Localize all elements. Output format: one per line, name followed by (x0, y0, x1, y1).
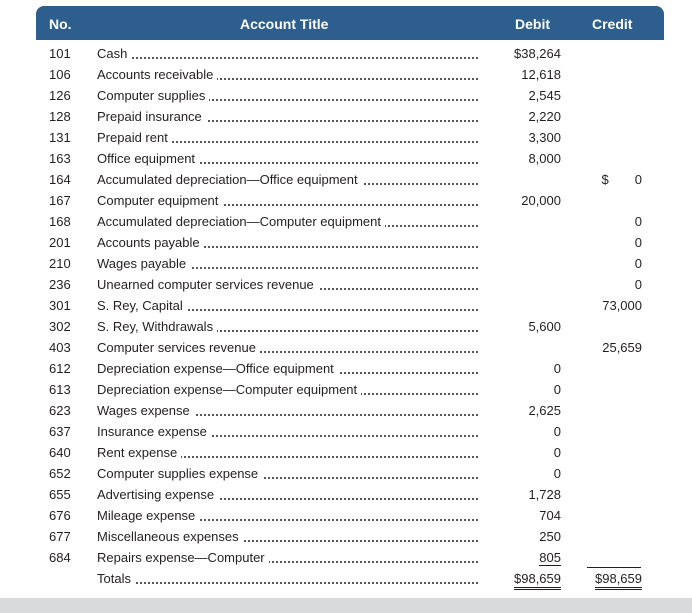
debit-amount (554, 466, 561, 481)
account-number: 302 (49, 319, 71, 334)
credit-value: 0 (634, 235, 642, 250)
account-title-text: Office equipment (97, 151, 199, 166)
table-row (36, 168, 664, 189)
account-title (97, 256, 478, 272)
debit-value: 12,618 (521, 67, 561, 82)
debit-value: 2,545 (528, 88, 561, 103)
account-title (97, 340, 478, 356)
account-number: 655 (49, 487, 71, 502)
account-number: 126 (49, 88, 71, 103)
account-title-text: Miscellaneous expenses (97, 529, 243, 544)
credit-value: 0 (634, 214, 642, 229)
account-title (97, 67, 478, 83)
table-row (36, 315, 664, 336)
debit-value: 2,220 (528, 109, 561, 124)
account-title (97, 319, 478, 335)
account-number: 163 (49, 151, 71, 166)
account-number: 128 (49, 109, 71, 124)
debit-value: 3,300 (528, 130, 561, 145)
dot-leader (97, 582, 478, 584)
account-title (97, 466, 478, 482)
account-title (97, 361, 478, 377)
table-row (36, 504, 664, 525)
account-title-text: Mileage expense (97, 508, 199, 523)
account-title-text: Advertising expense (97, 487, 218, 502)
credit-amount (635, 256, 642, 271)
account-number: 640 (49, 445, 71, 460)
account-title-text: Depreciation expense—Computer equipment (97, 382, 361, 397)
account-title-text: Repairs expense—Computer (97, 550, 269, 565)
account-number: 201 (49, 235, 71, 250)
account-number: 236 (49, 277, 71, 292)
table-row (36, 63, 664, 84)
account-title (97, 130, 478, 146)
account-title-text: S. Rey, Capital (97, 298, 187, 313)
credit-amount (602, 340, 642, 355)
account-title (97, 445, 478, 461)
debit-amount (528, 88, 561, 103)
account-title (97, 487, 478, 503)
table-row (36, 441, 664, 462)
credit-amount (635, 277, 642, 292)
debit-value: 805 (539, 550, 561, 565)
table-row (36, 336, 664, 357)
account-title-text: S. Rey, Withdrawals (97, 319, 217, 334)
totals-row (36, 567, 664, 588)
debit-amount (528, 109, 561, 124)
account-title-text: Computer equipment (97, 193, 222, 208)
credit-amount (602, 172, 642, 187)
table-row (36, 105, 664, 126)
debit-amount (539, 508, 561, 523)
table-row (36, 252, 664, 273)
account-title-text: Accounts payable (97, 235, 204, 250)
account-title (97, 235, 478, 251)
account-title (97, 298, 478, 314)
account-number: 301 (49, 298, 71, 313)
account-title (97, 529, 478, 545)
total-debit: $98,659 (514, 571, 561, 590)
account-number: 210 (49, 256, 71, 271)
debit-amount (528, 130, 561, 145)
debit-value: 0 (553, 466, 561, 481)
credit-value: 0 (634, 256, 642, 271)
table-row (36, 546, 664, 567)
debit-amount (528, 319, 561, 334)
table-row (36, 210, 664, 231)
table-row (36, 84, 664, 105)
credit-dollar-sign: $ (601, 172, 609, 187)
debit-value: 0 (553, 424, 561, 439)
account-number: 684 (49, 550, 71, 565)
debit-amount (554, 382, 561, 397)
credit-amount (602, 298, 642, 313)
totals-label-text: Totals (97, 571, 135, 586)
account-title (97, 151, 478, 167)
debit-value: 704 (539, 508, 561, 523)
table-row (36, 294, 664, 315)
account-number: 131 (49, 130, 71, 145)
debit-amount (528, 151, 561, 166)
account-title (97, 508, 478, 524)
credit-sum-rule (587, 567, 641, 568)
debit-value: 250 (539, 529, 561, 544)
debit-amount (528, 403, 561, 418)
account-number: 106 (49, 67, 71, 82)
debit-value: 20,000 (521, 193, 561, 208)
debit-amount (539, 529, 561, 544)
debit-amount (554, 361, 561, 376)
credit-amount (635, 235, 642, 250)
credit-value: 73,000 (602, 298, 642, 313)
debit-value: 0 (553, 445, 561, 460)
debit-amount (539, 550, 561, 565)
account-number: 623 (49, 403, 71, 418)
account-number: 677 (49, 529, 71, 544)
trial-balance-table (36, 6, 664, 606)
account-number: 164 (49, 172, 71, 187)
account-title (97, 172, 478, 188)
debit-amount (554, 445, 561, 460)
account-title (97, 403, 478, 419)
account-title (97, 88, 478, 104)
debit-value: 2,625 (528, 403, 561, 418)
debit-value: $38,264 (514, 46, 561, 61)
table-row (36, 462, 664, 483)
table-header (36, 6, 664, 40)
credit-amount (635, 214, 642, 229)
debit-value: 0 (553, 382, 561, 397)
account-title (97, 550, 478, 566)
account-title (97, 193, 478, 209)
account-number: 167 (49, 193, 71, 208)
table-row (36, 231, 664, 252)
account-title (97, 382, 478, 398)
account-number: 676 (49, 508, 71, 523)
account-number: 613 (49, 382, 71, 397)
account-title-text: Accounts receivable (97, 67, 217, 82)
account-title-text: Insurance expense (97, 424, 211, 439)
account-number: 652 (49, 466, 71, 481)
totals-label (97, 571, 478, 587)
debit-amount (554, 424, 561, 439)
table-row (36, 42, 664, 63)
account-title-text: Unearned computer services revenue (97, 277, 318, 292)
debit-amount (521, 193, 561, 208)
dot-leader (97, 57, 478, 59)
account-number: 612 (49, 361, 71, 376)
table-row (36, 378, 664, 399)
table-row (36, 420, 664, 441)
table-row (36, 273, 664, 294)
account-title (97, 277, 478, 293)
bottom-scroll-bar (0, 598, 692, 613)
table-row (36, 399, 664, 420)
table-row (36, 147, 664, 168)
debit-amount (514, 46, 561, 61)
account-title-text: Computer services revenue (97, 340, 260, 355)
header-debit: Debit (515, 16, 550, 32)
account-number: 637 (49, 424, 71, 439)
table-row (36, 189, 664, 210)
account-title-text: Accumulated depreciation—Office equipment (97, 172, 362, 187)
total-credit: $98,659 (595, 571, 642, 590)
account-number: 168 (49, 214, 71, 229)
header-account-title: Account Title (240, 16, 329, 32)
debit-value: 5,600 (528, 319, 561, 334)
table-body (36, 42, 664, 588)
account-title (97, 46, 478, 62)
credit-value: 0 (634, 172, 642, 187)
debit-value: 0 (553, 361, 561, 376)
debit-value: 8,000 (528, 151, 561, 166)
account-number: 101 (49, 46, 71, 61)
account-title-text: Depreciation expense—Office equipment (97, 361, 338, 376)
account-title (97, 214, 478, 230)
debit-amount (521, 67, 561, 82)
account-title (97, 424, 478, 440)
account-number: 403 (49, 340, 71, 355)
table-row (36, 357, 664, 378)
account-title-text: Computer supplies (97, 88, 209, 103)
table-row (36, 126, 664, 147)
account-title-text: Wages expense (97, 403, 194, 418)
account-title-text: Wages payable (97, 256, 190, 271)
account-title-text: Computer supplies expense (97, 466, 262, 481)
debit-value: 1,728 (528, 487, 561, 502)
table-row (36, 483, 664, 504)
debit-amount (528, 487, 561, 502)
table-row (36, 525, 664, 546)
account-title-text: Accumulated depreciation—Computer equipment (97, 214, 385, 229)
header-no: No. (49, 16, 72, 32)
credit-value: 25,659 (602, 340, 642, 355)
account-title-text: Prepaid insurance (97, 109, 206, 124)
account-title-text: Cash (97, 46, 131, 61)
account-title-text: Prepaid rent (97, 130, 172, 145)
account-title-text: Rent expense (97, 445, 181, 460)
account-title (97, 109, 478, 125)
header-credit: Credit (592, 16, 633, 32)
credit-value: 0 (634, 277, 642, 292)
